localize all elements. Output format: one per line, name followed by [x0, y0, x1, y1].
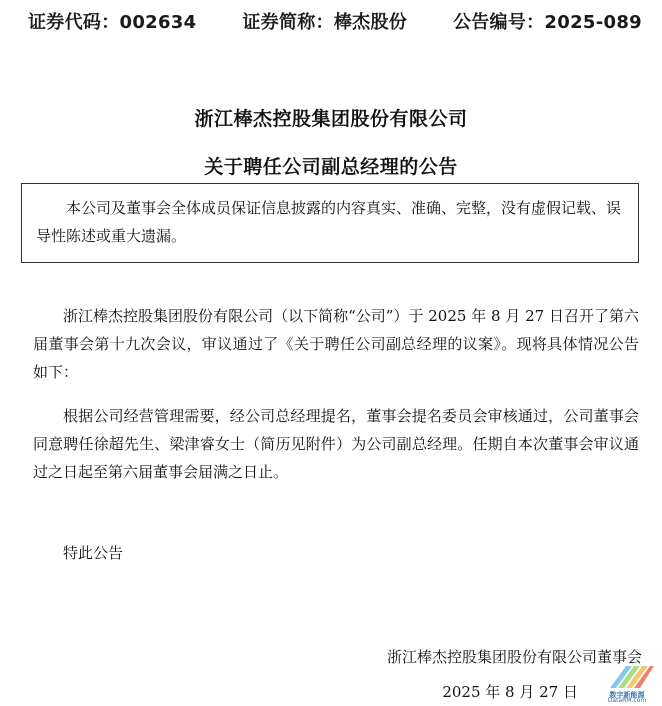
security-code: 证券代码：002634 [28, 12, 197, 33]
disclaimer-box: 本公司及董事会全体成员保证信息披露的内容真实、准确、完整，没有虚假记载、误导性陈述或重大遗漏。 [21, 183, 639, 263]
body-paragraph-1: 浙江棒杰控股集团股份有限公司（以下简称“公司”）于 2025 年 8 月 27 日召开了第六届董事会第十九次会议，审议通过了《关于聘任公司副总经理的议案》。现将具体情况公告如下： [33, 307, 639, 381]
watermark-shape-icon [596, 662, 658, 692]
watermark-text-cn: 数字新能源 [609, 691, 645, 699]
notice-number: 公告编号：2025-089 [452, 12, 642, 33]
document-header [28, 8, 642, 34]
signature-company: 浙江棒杰控股集团股份有限公司董事会 [386, 648, 642, 666]
watermark-logo [596, 662, 658, 704]
closing-remark: 特此公告 [63, 544, 124, 562]
signature-date: 2025 年 8 月 27 日 [442, 683, 578, 701]
company-title: 浙江棒杰控股集团股份有限公司 [194, 108, 468, 130]
watermark-text-en: DataRM.com [607, 697, 647, 704]
body-paragraph-2: 根据公司经营管理需要，经公司总经理提名，董事会提名委员会审核通过，公司董事会同意聘任徐超先生、梁津睿女士（简历见附件）为公司副总经理。任期自本次董事会审议通过之日起至第六届董事会届满之日止。 [33, 407, 639, 481]
security-short-name: 证券简称：棒杰股份 [242, 12, 408, 33]
notice-title: 关于聘任公司副总经理的公告 [204, 156, 458, 178]
